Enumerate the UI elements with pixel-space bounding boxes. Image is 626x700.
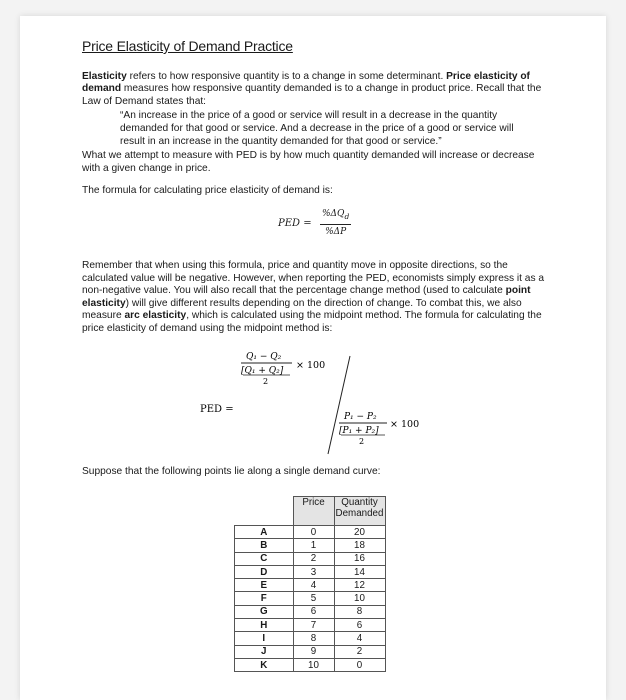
demand-schedule-table bbox=[234, 496, 386, 672]
price-cell: 8 bbox=[293, 632, 334, 645]
table-row bbox=[235, 645, 386, 658]
suppose-paragraph: Suppose that the following points lie along a single demand curve: bbox=[82, 465, 381, 477]
row-label: F bbox=[235, 592, 294, 605]
remember-paragraph: Remember that when using this formula, price and quantity move in opposite directions, so the calculated value will be negative. However, when reporting the PED, economists simply express it as a non-negative value. You will also recall that the percentage change method (used to calculate point elasticity) will give different results depending on the direction of change. To combat this, we also measure arc elasticity, which is calculated using the midpoint method. The formula for calculating the price elasticity of demand using the midpoint method is: bbox=[82, 259, 545, 334]
document-page bbox=[20, 16, 606, 700]
quantity-cell: 12 bbox=[334, 579, 385, 592]
price-cell: 6 bbox=[293, 605, 334, 618]
price-cell: 10 bbox=[293, 658, 334, 671]
table-row bbox=[235, 632, 386, 645]
table-row bbox=[235, 539, 386, 552]
price-cell: 4 bbox=[293, 579, 334, 592]
term-arc-elasticity: arc elasticity bbox=[124, 310, 187, 322]
price-cell: 5 bbox=[293, 592, 334, 605]
price-cell: 7 bbox=[293, 619, 334, 632]
row-label: H bbox=[235, 619, 294, 632]
p-two: 2 bbox=[359, 436, 365, 446]
quantity-cell: 20 bbox=[334, 526, 385, 539]
term-ped: Price elasticity of demand bbox=[82, 70, 530, 95]
q-numerator: Q₁ − Q₂ bbox=[246, 351, 282, 362]
ped-formula-fraction bbox=[320, 208, 351, 239]
quantity-cell: 16 bbox=[334, 552, 385, 565]
table-row bbox=[235, 658, 386, 671]
table-row bbox=[235, 552, 386, 565]
term-elasticity: Elasticity bbox=[82, 70, 127, 82]
table-header-row bbox=[235, 497, 386, 526]
formula-intro: The formula for calculating price elasticity of demand is: bbox=[82, 185, 333, 197]
header-quantity-demanded: Quantity Demanded bbox=[334, 497, 385, 526]
row-label: K bbox=[235, 658, 294, 671]
midpoint-formula-graphic bbox=[82, 348, 552, 458]
quantity-cell: 4 bbox=[334, 632, 385, 645]
quantity-cell: 6 bbox=[334, 619, 385, 632]
row-label: J bbox=[235, 645, 294, 658]
row-label: D bbox=[235, 565, 294, 578]
quantity-cell: 8 bbox=[334, 605, 385, 618]
q-times-100: × 100 bbox=[296, 359, 326, 371]
page-title: Price Elasticity of Demand Practice bbox=[82, 38, 293, 54]
midpoint-formula bbox=[82, 348, 552, 458]
ped-formula bbox=[82, 206, 552, 250]
quantity-cell: 18 bbox=[334, 539, 385, 552]
quantity-cell: 2 bbox=[334, 645, 385, 658]
table-row bbox=[235, 579, 386, 592]
price-cell: 2 bbox=[293, 552, 334, 565]
ped-formula-denominator: %ΔP bbox=[325, 227, 347, 238]
p-times-100: × 100 bbox=[390, 418, 420, 430]
row-label: A bbox=[235, 526, 294, 539]
table-row bbox=[235, 605, 386, 618]
ped-formula-numerator: $\%\Delta Q_d$ bbox=[320, 208, 351, 225]
table-row bbox=[235, 592, 386, 605]
table-body bbox=[235, 526, 386, 672]
p-denominator: [P₁ + P₂] bbox=[339, 425, 379, 436]
document-content bbox=[82, 40, 552, 478]
table-row bbox=[235, 619, 386, 632]
midpoint-lhs: PED = bbox=[200, 403, 234, 415]
p-numerator: P₁ − P₂ bbox=[344, 411, 377, 422]
law-of-demand-quote: “An increase in the price of a good or service will result in a decrease in the quantity demanded for that good or service. And a decrease in the price of a good or service will result in an increase in the quantity demanded for that good or service.” bbox=[120, 110, 514, 147]
price-cell: 1 bbox=[293, 539, 334, 552]
row-label: G bbox=[235, 605, 294, 618]
division-slash bbox=[328, 356, 350, 454]
price-cell: 9 bbox=[293, 645, 334, 658]
quantity-cell: 10 bbox=[334, 592, 385, 605]
price-cell: 3 bbox=[293, 565, 334, 578]
header-price: Price bbox=[293, 497, 334, 526]
quantity-cell: 0 bbox=[334, 658, 385, 671]
row-label: I bbox=[235, 632, 294, 645]
quantity-cell: 14 bbox=[334, 565, 385, 578]
table-row bbox=[235, 565, 386, 578]
term-point-elasticity: point elasticity bbox=[82, 285, 531, 309]
row-label: B bbox=[235, 539, 294, 552]
ped-formula-lhs: PED = bbox=[278, 217, 312, 229]
table-corner bbox=[235, 497, 294, 526]
table-row bbox=[235, 526, 386, 539]
row-label: E bbox=[235, 579, 294, 592]
price-cell: 0 bbox=[293, 526, 334, 539]
measure-paragraph: What we attempt to measure with PED is by how much quantity demanded will increase or decrease with a given change in price. bbox=[82, 150, 535, 174]
q-denominator: [Q₁ + Q₂] bbox=[241, 365, 284, 376]
intro-paragraph: Elasticity refers to how responsive quantity is to a change in some determinant. Price elasticity of demand measures how responsive quantity demanded is to a change in product price. Recall that the Law of Demand states that: bbox=[82, 70, 542, 107]
row-label: C bbox=[235, 552, 294, 565]
q-two: 2 bbox=[263, 376, 269, 386]
